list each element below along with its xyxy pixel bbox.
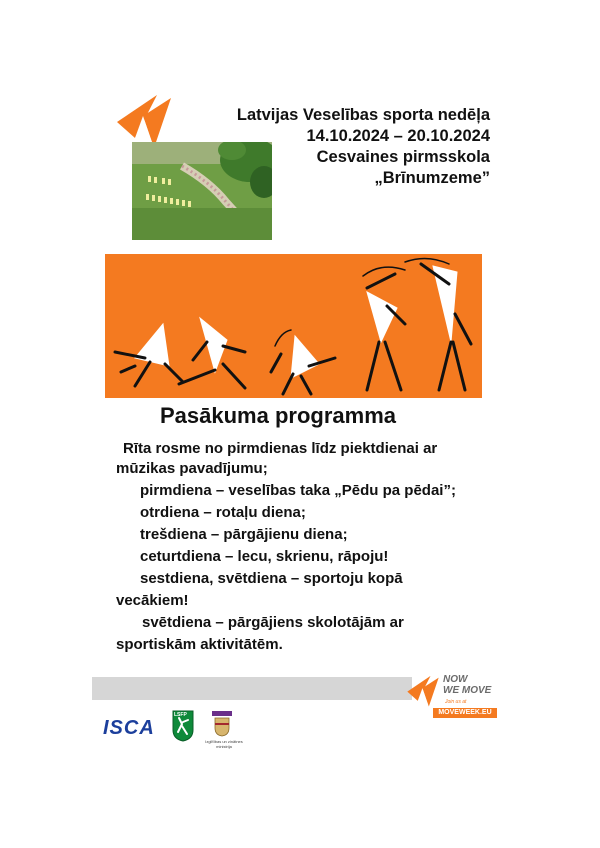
program-line: trešdiena – pārgājienu diena; xyxy=(140,526,348,543)
program-line: vecākiem! xyxy=(116,592,189,609)
program-line: Rīta rosme no pirmdienas līdz piektdienai ar xyxy=(123,440,438,457)
program-line: mūzikas pavadījumu; xyxy=(116,460,268,477)
school-name: Cesvaines pirmsskola xyxy=(316,148,490,166)
logo-text-we-move: WE MOVE xyxy=(443,685,492,696)
coat-of-arms-icon xyxy=(214,717,230,737)
event-title-block xyxy=(200,105,490,189)
logo-text-now: NOW xyxy=(443,674,468,685)
program-line: ceturtdiena – lecu, skrienu, rāpoju! xyxy=(140,548,389,565)
program-heading: Pasākuma programma xyxy=(160,403,396,428)
program-line: otrdiena – rotaļu diena; xyxy=(140,504,306,521)
stick-figures-illustration xyxy=(105,254,482,398)
program-line: svētdiena – pārgājiens skolotājām ar xyxy=(142,614,404,631)
school-subtitle: „Brīnumzeme” xyxy=(374,169,490,187)
program-line: pirmdiena – veselības taka „Pēdu pa pēdai”; xyxy=(140,482,456,499)
ministry-logo-text: Izglītības un zinātnes ministrija xyxy=(205,739,243,749)
event-dates: 14.10.2024 – 20.10.2024 xyxy=(306,127,490,145)
logo-url: MOVEWEEK.EU xyxy=(433,708,497,718)
logo-tagline: Join us at xyxy=(445,699,467,705)
program-line: sportiskām aktivitātēm. xyxy=(116,636,283,653)
lsfp-logo xyxy=(172,710,194,742)
ministry-logo-bar xyxy=(212,711,232,716)
moveweek-logo-icon xyxy=(405,674,441,708)
isca-logo: ISCA xyxy=(103,717,155,739)
activity-banner xyxy=(105,254,482,398)
now-we-move-logo xyxy=(405,672,500,724)
program-line: sestdiena, svētdiena – sportoju kopā xyxy=(140,570,403,587)
lsfp-logo-text: LSFP xyxy=(174,712,187,718)
footer-gray-bar xyxy=(92,677,412,700)
ministry-logo xyxy=(205,711,243,755)
event-title: Latvijas Veselības sporta nedēļa xyxy=(236,106,490,124)
